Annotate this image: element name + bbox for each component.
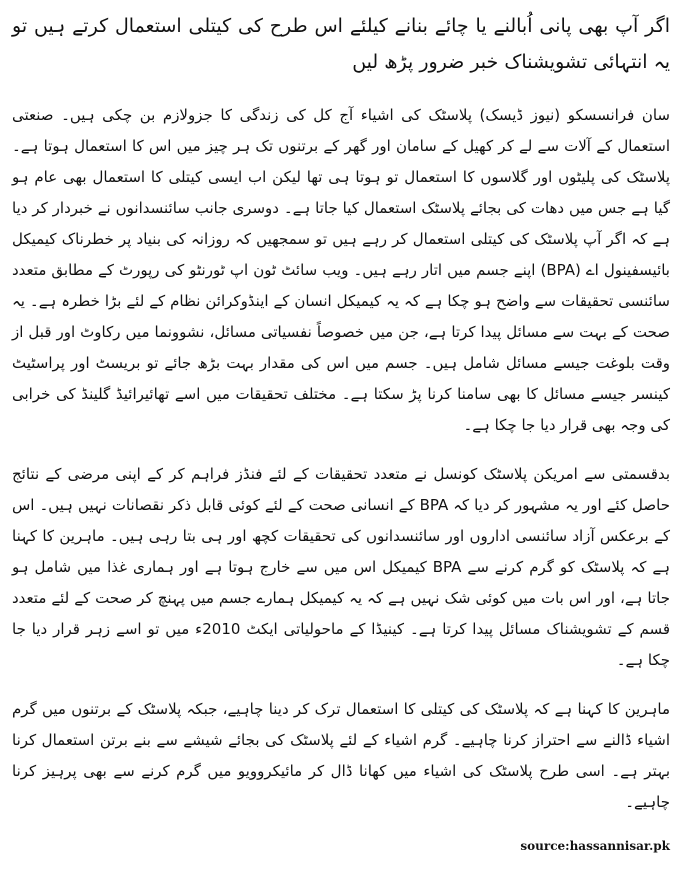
source-credit: source:hassannisar.pk: [520, 839, 670, 853]
article: [12, 8, 670, 836]
paragraph-plastic-council: بدقسمتی سے امریکن پلاسٹک کونسل نے متعدد تحقیقات کے لئے فنڈز فراہم کر کے اپنی مرضی کے نتائج حاصل کئے اور یہ مشہور کر دیا کہ BPA کے انسانی صحت کے لئے کوئی قابل ذکر نقصانات نہیں ہیں۔ اس کے برعکس آزاد سائنسی اداروں اور سائنسدانوں کی تحقیقات کچھ اور ہی بتا رہی ہیں۔ ماہرین کا کہنا ہے کہ پلاسٹک کو گرم کرنے سے BPA کیمیکل اس میں سے خارج ہوتا ہے اور ہماری غذا میں شامل ہو جاتا ہے، اور اس بات میں کوئی شک نہیں ہے کہ یہ کیمیکل ہمارے جسم میں پہنچ کر صحت کے لئے متعدد قسم کے تشویشناک مسائل پیدا کرتا ہے۔ کینیڈا کے ماحولیاتی ایکٹ 2010ء میں تو اسے زہر قرار دیا جا چکا ہے۔: [12, 465, 670, 669]
headline: اگر آپ بھی پانی اُبالنے یا چائے بنانے کیلئے اس طرح کی کیتلی استعمال کرتے ہیں تو یہ انتہائی تشویشناک خبر ضرور پڑھ لیں: [12, 15, 670, 73]
paragraph-expert-advice: ماہرین کا کہنا ہے کہ پلاسٹک کی کیتلی کا استعمال ترک کر دینا چاہیے، جبکہ پلاسٹک کے برتنوں میں گرم اشیاء ڈالنے سے احتراز کرنا چاہیے۔ گرم اشیاء کے لئے پلاسٹک کی بجائے شیشے سے بنے برتن استعمال کرنا بہتر ہے۔ اسی طرح پلاسٹک کی اشیاء میں کھانا ڈال کر مائیکروویو میں گرم کرنے سے بھی پرہیز کرنا چاہیے۔: [12, 700, 670, 811]
paragraph-intro: سان فرانسسکو (نیوز ڈیسک) پلاسٹک کی اشیاء آج کل کی زندگی کا جزولازم بن چکی ہیں۔ صنعتی استعمال کے آلات سے لے کر کھیل کے سامان اور گھر کے برتنوں تک ہر چیز میں اس کا استعمال ہوتا ہے۔ پلاسٹک کی پلیٹوں اور گلاسوں کا استعمال تو ہوتا ہی تھا لیکن اب ایسی کیتلی کا استعمال بھی عام ہو گیا ہے جس میں دھات کی بجائے پلاسٹک استعمال کیا جاتا ہے۔ دوسری جانب سائنسدانوں نے خبردار کر دیا ہے کہ اگر آپ پلاسٹک کی کیتلی استعمال کر رہے ہیں تو سمجھیں کہ روزانہ کی بنیاد پر خطرناک کیمیکل بائیسفینول اے (BPA) اپنے جسم میں اتار رہے ہیں۔ ویب سائٹ ٹون اپ ٹورنٹو کی رپورٹ کے مطابق متعدد سائنسی تحقیقات سے واضح ہو چکا ہے کہ یہ کیمیکل انسان کے اینڈوکرائن نظام کے لئے بڑا خطرہ ہے۔ یہ صحت کے بہت سے مسائل پیدا کرتا ہے، جن میں خصوصاً نفسیاتی مسائل، نشوونما میں رکاوٹ اور قبل از وقت بلوغت جیسے مسائل شامل ہیں۔ جسم میں اس کی مقدار بہت بڑھ جائے تو بریسٹ اور پراسٹیٹ کینسر جیسے مسائل کا بھی سامنا کرنا پڑ سکتا ہے۔ مختلف تحقیقات میں اسے تھائیرائیڈ گلینڈ کی خرابی کی وجہ بھی قرار دیا جا چکا ہے۔: [12, 106, 670, 434]
